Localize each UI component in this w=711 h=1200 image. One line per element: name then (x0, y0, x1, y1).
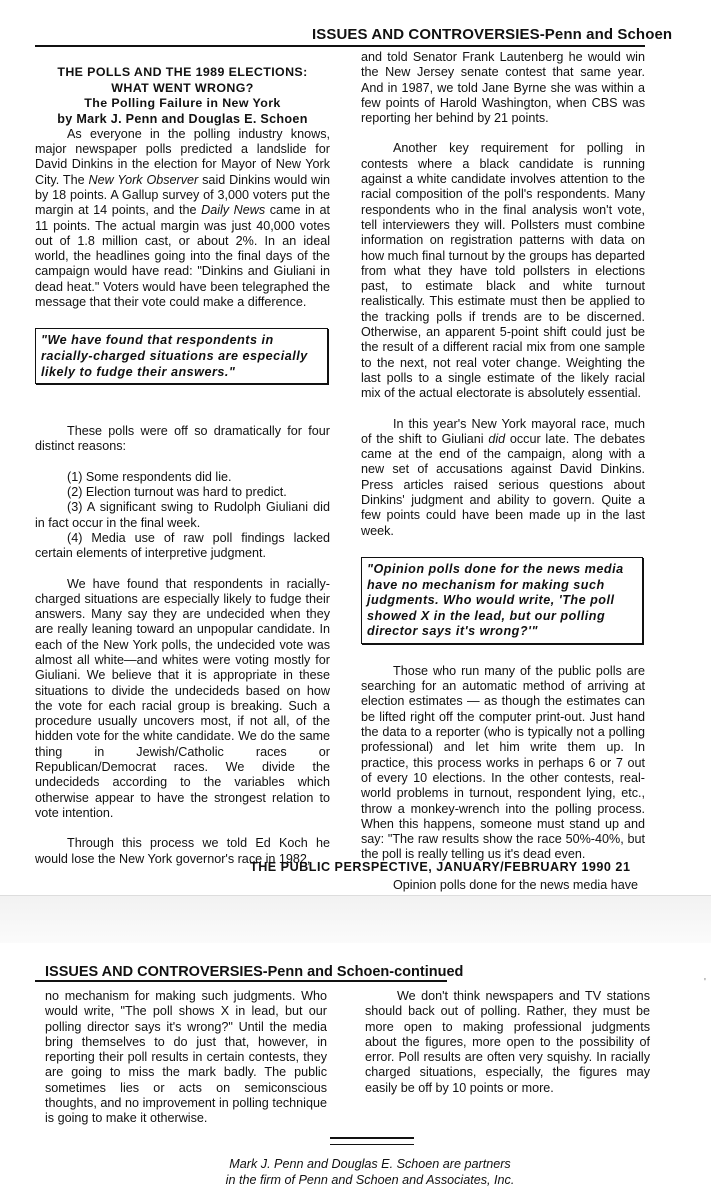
page-separator (0, 895, 711, 945)
paragraph: no mechanism for making such judgments. Who would write, "The poll shows X in lead, but our polling director says it's wrong?" Until the media bring themselves to do just that, however, in reporting their poll results in certain contests, they are going to miss the mark badly. The public sometimes lies or acts on semiconscious thoughts, and no improvement in polling technique is going to make it otherwise. (45, 989, 327, 1126)
right-column (361, 50, 645, 893)
double-rule-divider (330, 1137, 414, 1145)
article-title-line-1: THE POLLS AND THE 1989 ELECTIONS: (57, 65, 308, 79)
publication-name: New York Observer (88, 172, 199, 187)
list-item: (4) Media use of raw poll findings lacked certain elements of interpretive judgment. (35, 530, 330, 561)
paragraph: These polls were off so dramatically for four distinct reasons: (35, 424, 330, 454)
text-run: In this year's New York mayoral race, much of the shift to Giuliani (361, 416, 645, 446)
publication-name: Daily News (201, 203, 266, 218)
paragraph: Those who run many of the public polls are searching for an automatic method of arriving at election estimates — as though the estimates can be lifted right off the computer print-out. Just hand the data to a reporter (who is typically not a polling professional) and let him write them up. In practice, this process works in perhaps 6 or 7 out of every 10 elections. In the other contests, real-world problems in turnout, respondent lying, etc., throw a monkey-wrench into the polling process. When this happens, someone must stand up and say: "The raw results show the race 50%-40%, but the poll is really telling us it's dead even. (361, 663, 645, 862)
paragraph (361, 417, 645, 539)
left-column (35, 65, 330, 867)
text-run: occur late. The debates came at the end of the campaign, along with a new set of accusations against David Dinkins. Press articles raised serious questions about Dinkins' judgment and ability to govern. Quite a few points could have been made up in the last week. (361, 431, 645, 538)
left-column (45, 989, 327, 1127)
article-title-line-2: WHAT WENT WRONG? (111, 80, 254, 95)
bio-line: Mark J. Penn and Douglas E. Schoen are partners (229, 1157, 511, 1171)
paragraph: We have found that respondents in racially-charged situations are especially likely to fudge their answers. Many say they are undecided when they are really leaning toward an unpopular candidate. In each of the New York polls, the undecided vote was almost all white—and whites were voting mostly for Giuliani. We believe that it is appropriate in these situations to divide the undecideds based on how the vote for each racial group is breaking. Such a procedure usually uncovers most, if not all, of the hidden vote for the white candidate. We do the same thing in Jewish/Catholic races or Republican/Democrat races. We divide the undecideds according to the variables which otherwise appear to have the strongest relation to vote intention. (35, 576, 330, 820)
reasons-list (35, 470, 330, 562)
list-item: (2) Election turnout was hard to predict. (67, 485, 287, 500)
pull-quote: "Opinion polls done for the news media have no mechanism for making such judgments. Who would write, 'The poll showed X in the lead, but our polling director says it's wrong?'" (361, 557, 643, 644)
list-item: (3) A significant swing to Rudolph Giuliani did in fact occur in the final week. (35, 500, 330, 530)
header-rule (35, 45, 645, 47)
article-subtitle: The Polling Failure in New York (84, 96, 281, 110)
pull-quote: "We have found that respondents in racially-charged situations are especially likely to fudge their answers." (35, 328, 328, 384)
text-run: As everyone in the polling industry knows, major newspaper polls predicted a landslide for David Dinkins in the election for Mayor of New York City. The (35, 126, 330, 187)
running-head-continued: ISSUES AND CONTROVERSIES-Penn and Schoen-continued (45, 964, 464, 980)
running-head: ISSUES AND CONTROVERSIES-Penn and Schoen (312, 26, 673, 43)
byline: by Mark J. Penn and Douglas E. Schoen (57, 111, 308, 126)
text-run: said Dinkins would win by 18 points. A Gallup survey of 3,000 voters put the margin at 14 points, and the (35, 172, 330, 218)
paragraph: We don't think newspapers and TV stations should back out of polling. Rather, they must be more open to making professional judgments about the figures, more open to the possibility of error. Poll results are often very squishy. In racially charged situations, especially, the figures may easily be off by 10 points or more. (365, 989, 650, 1095)
page-footer: THE PUBLIC PERSPECTIVE, JANUARY/FEBRUARY 1990 21 (250, 860, 631, 874)
list-item: (1) Some respondents did lie. (67, 469, 232, 484)
header-rule (35, 980, 447, 982)
paragraph: Through this process we told Ed Koch he would lose the New York governor's race in 1982, (35, 836, 330, 866)
right-column (365, 989, 650, 1096)
margin-mark: ' (704, 977, 706, 988)
paragraph: Another key requirement for polling in contests where a black candidate is running against a white candidate involves attention to the racial composition of the poll's respondents. Many respondents who in the final analysis won't vote, tell interviewers they will. Pollsters must combine information on registration patterns with data on how much final turnout by the groups has departed from what they have told pollsters in elections past, to estimate black and white turnout realistically. This estimate must then be applied to the tracking polls if trends are to be discerned. Otherwise, an apparent 5-point shift could just be the result of a different racial mix from one sample to the next, not real voter change. Weighting the last polls to a single estimate of the likely racial mix of the actual electorate is absolutely essential. (361, 141, 645, 401)
page-continued (0, 943, 711, 1200)
paragraph: Opinion polls done for the news media have (393, 877, 639, 892)
author-bio (160, 1157, 580, 1188)
paragraph (35, 127, 330, 311)
bio-line: in the firm of Penn and Schoen and Associates, Inc. (225, 1172, 515, 1187)
text-run: came in at 11 points. The actual margin was just 40,000 votes out of 1.8 million cast, or about 2%. In an ideal world, the headlines going into the final days of the campaign would have read: "Dinkins and Giuliani in dead heat." Voters would have been telegraphed the message that their vote could make a difference. (35, 203, 330, 310)
paragraph: and told Senator Frank Lautenberg he would win the New Jersey senate contest that same year. And in 1987, we told Jane Byrne she was within a few points of Harold Washington, when CBS was reporting her behind by 21 points. (361, 50, 645, 126)
emphasis: did (488, 431, 506, 446)
